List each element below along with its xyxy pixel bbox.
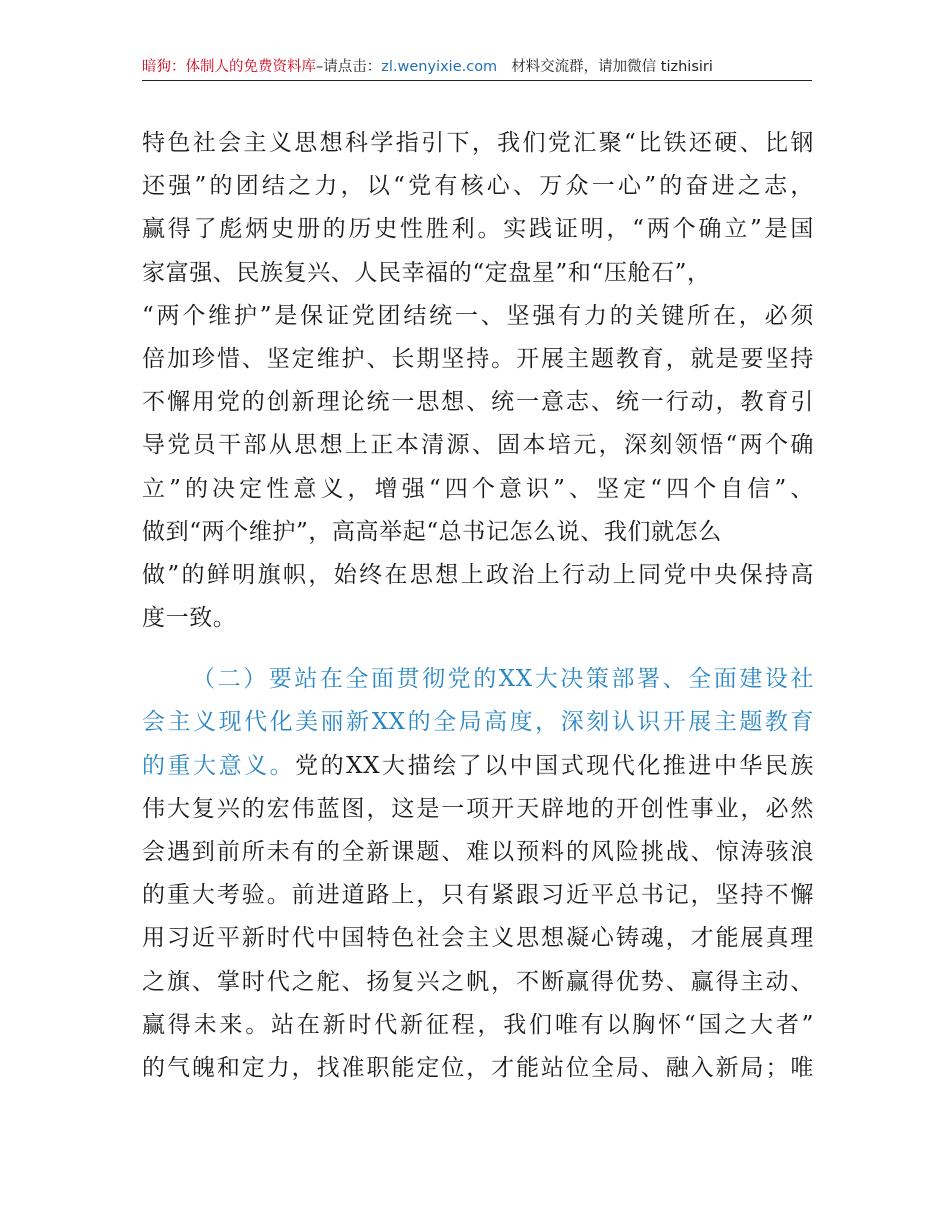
header-site-name: 暗狗：体制人的免费资料库 (142, 59, 316, 75)
paragraph-line: 特色社会主义思想科学指引下，我们党汇聚“比铁还硬、比钢 (142, 130, 814, 156)
paragraph-line: “两个维护”是保证党团结统一、坚强有力的关键所在，必须 (142, 302, 814, 329)
paragraph-2 (142, 658, 814, 1090)
page-header (142, 56, 812, 81)
paragraph-line: 用习近平新时代中国特色社会主义思想凝心铸魂，才能展真理 (142, 925, 814, 952)
paragraph-line: 之旗、掌时代之舵、扬复兴之帆，不断赢得优势、赢得主动、 (142, 968, 814, 995)
paragraph-line: 度一致。 (142, 605, 237, 632)
paragraph-line: 伟大复兴的宏伟蓝图，这是一项开天辟地的开创性事业，必然 (142, 795, 814, 822)
paragraph-1 (142, 122, 814, 640)
paragraph-line: 赢得了彪炳史册的历史性胜利。实践证明，“两个确立”是国 (142, 216, 814, 243)
paragraph-line: 赢得未来。站在新时代新征程，我们唯有以胸怀“国之大者” (142, 1011, 814, 1038)
paragraph-line: 会遇到前所未有的全新课题、难以预料的风险挑战、惊涛骇浪 (142, 839, 814, 865)
paragraph-line: 立”的决定性意义，增强“四个意识”、坚定“四个自信”、 (142, 475, 814, 502)
paragraph-line (142, 745, 814, 788)
paragraph-line: 做到“两个维护”，高高举起“总书记怎么说、我们就怎么 (142, 518, 722, 545)
paragraph-line: 导党员干部从思想上正本清源、固本培元，深刻领悟“两个确 (142, 432, 814, 459)
paragraph-line: 的重大考验。前进道路上，只有紧跟习近平总书记，坚持不懈 (142, 882, 814, 909)
paragraph-line: 倍加珍惜、坚定维护、长期坚持。开展主题教育，就是要坚持 (142, 345, 814, 372)
paragraph-line: 家富强、民族复兴、人民幸福的“定盘星”和“压舱石”， (142, 259, 711, 286)
document-body (142, 122, 814, 1090)
paragraph-line-rest: 党的XX大描绘了以中国式现代化推进中华民族 (295, 752, 814, 779)
header-group-note: 材料交流群，请加微信 tizhisiri (511, 59, 713, 75)
paragraph-line: 还强”的团结之力，以“党有核心、万众一心”的奋进之志， (142, 173, 814, 200)
section-heading-end: 的重大意义。 (142, 752, 296, 779)
header-url-link[interactable]: zl.wenyixie.com (381, 59, 498, 75)
section-heading-line: （二）要站在全面贯彻党的XX大决策部署、全面建设社 (192, 666, 814, 693)
paragraph-line: 做”的鲜明旗帜，始终在思想上政治上行动上同党中央保持高 (142, 561, 814, 588)
paragraph-line: 不懈用党的创新理论统一思想、统一意志、统一行动，教育引 (142, 389, 814, 416)
section-heading-line: 会主义现代化美丽新XX的全局高度，深刻认识开展主题教育 (142, 709, 814, 736)
header-click-prompt: –请点击： (316, 59, 382, 75)
paragraph-line: 的气魄和定力，找准职能定位，才能站位全局、融入新局；唯 (142, 1054, 814, 1081)
